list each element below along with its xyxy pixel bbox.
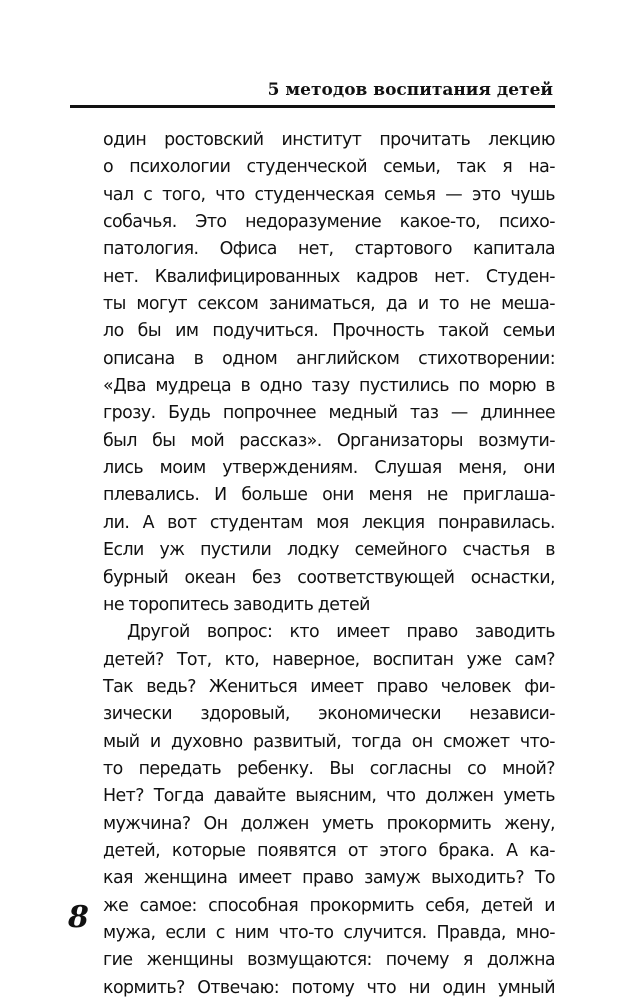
text-line: ло бы им подучиться. Прочность такой семьи bbox=[103, 321, 555, 342]
text-line: один ростовский институт прочитать лекцию bbox=[103, 130, 555, 150]
body-text bbox=[103, 127, 555, 1002]
text-line: гие женщины возмущаются: почему я должна bbox=[103, 950, 555, 971]
running-head: 5 методов воспитания детей bbox=[267, 80, 553, 100]
text-line: кормить? Отвечаю: потому что ни один умный bbox=[103, 977, 555, 998]
text-line: грозу. Будь попрочнее медный таз — длиннее bbox=[103, 403, 555, 424]
text-line: мужчина? Он должен уметь прокормить жену, bbox=[103, 813, 555, 834]
text-line: же самое: способная прокормить себя, детей и bbox=[103, 895, 555, 916]
text-line: описана в одном английском стихотворении: bbox=[103, 348, 555, 369]
text-line: чал с того, что студенческая семья — это чушь bbox=[103, 184, 555, 205]
text-line: Так ведь? Жениться имеет право человек фи- bbox=[103, 676, 555, 697]
text-line: о психологии студенческой семьи, так я на- bbox=[103, 157, 555, 178]
text-line: детей? Тот, кто, наверное, воспитан уже сам? bbox=[103, 649, 555, 670]
text-line: ты могут сексом заниматься, да и то не меша- bbox=[103, 294, 555, 315]
text-line: плевались. И больше они меня не приглаша- bbox=[103, 485, 555, 506]
text-line: не торопитесь заводить детей bbox=[103, 594, 370, 615]
text-line: зически здоровый, экономически независи- bbox=[103, 704, 555, 725]
text-line: Другой вопрос: кто имеет право заводить bbox=[127, 622, 555, 643]
header-rule bbox=[70, 105, 555, 108]
text-line: лись моим утверждениям. Слушая меня, они bbox=[103, 458, 555, 479]
text-line: бурный океан без соответствующей оснастки, bbox=[103, 567, 555, 588]
text-line: патология. Офиса нет, стартового капитала bbox=[103, 239, 555, 260]
text-line: Нет? Тогда давайте выясним, что должен уметь bbox=[103, 786, 555, 807]
text-line: собачья. Это недоразумение какое-то, психо- bbox=[103, 212, 555, 233]
text-line: то передать ребенку. Вы согласны со мной? bbox=[103, 758, 555, 779]
text-line: мый и духовно развитый, тогда он сможет что- bbox=[103, 731, 555, 752]
text-line: кая женщина имеет право замуж выходить? То bbox=[103, 868, 555, 889]
text-line: Если уж пустили лодку семейного счастья в bbox=[103, 540, 555, 561]
page-number: 8 bbox=[68, 900, 89, 935]
text-line: был бы мой рассказ». Организаторы возмути- bbox=[103, 430, 555, 451]
text-line: детей, которые появятся от этого брака. А ка- bbox=[103, 840, 555, 861]
paragraph bbox=[103, 127, 555, 619]
text-line: мужа, если с ним что-то случится. Правда, мно- bbox=[103, 922, 555, 943]
paragraph bbox=[103, 619, 555, 1002]
text-line: нет. Квалифицированных кадров нет. Студен- bbox=[103, 266, 555, 287]
text-line: «Два мудреца в одно тазу пустились по морю в bbox=[103, 376, 555, 397]
text-line: ли. А вот студентам моя лекция понравилась. bbox=[103, 512, 555, 533]
